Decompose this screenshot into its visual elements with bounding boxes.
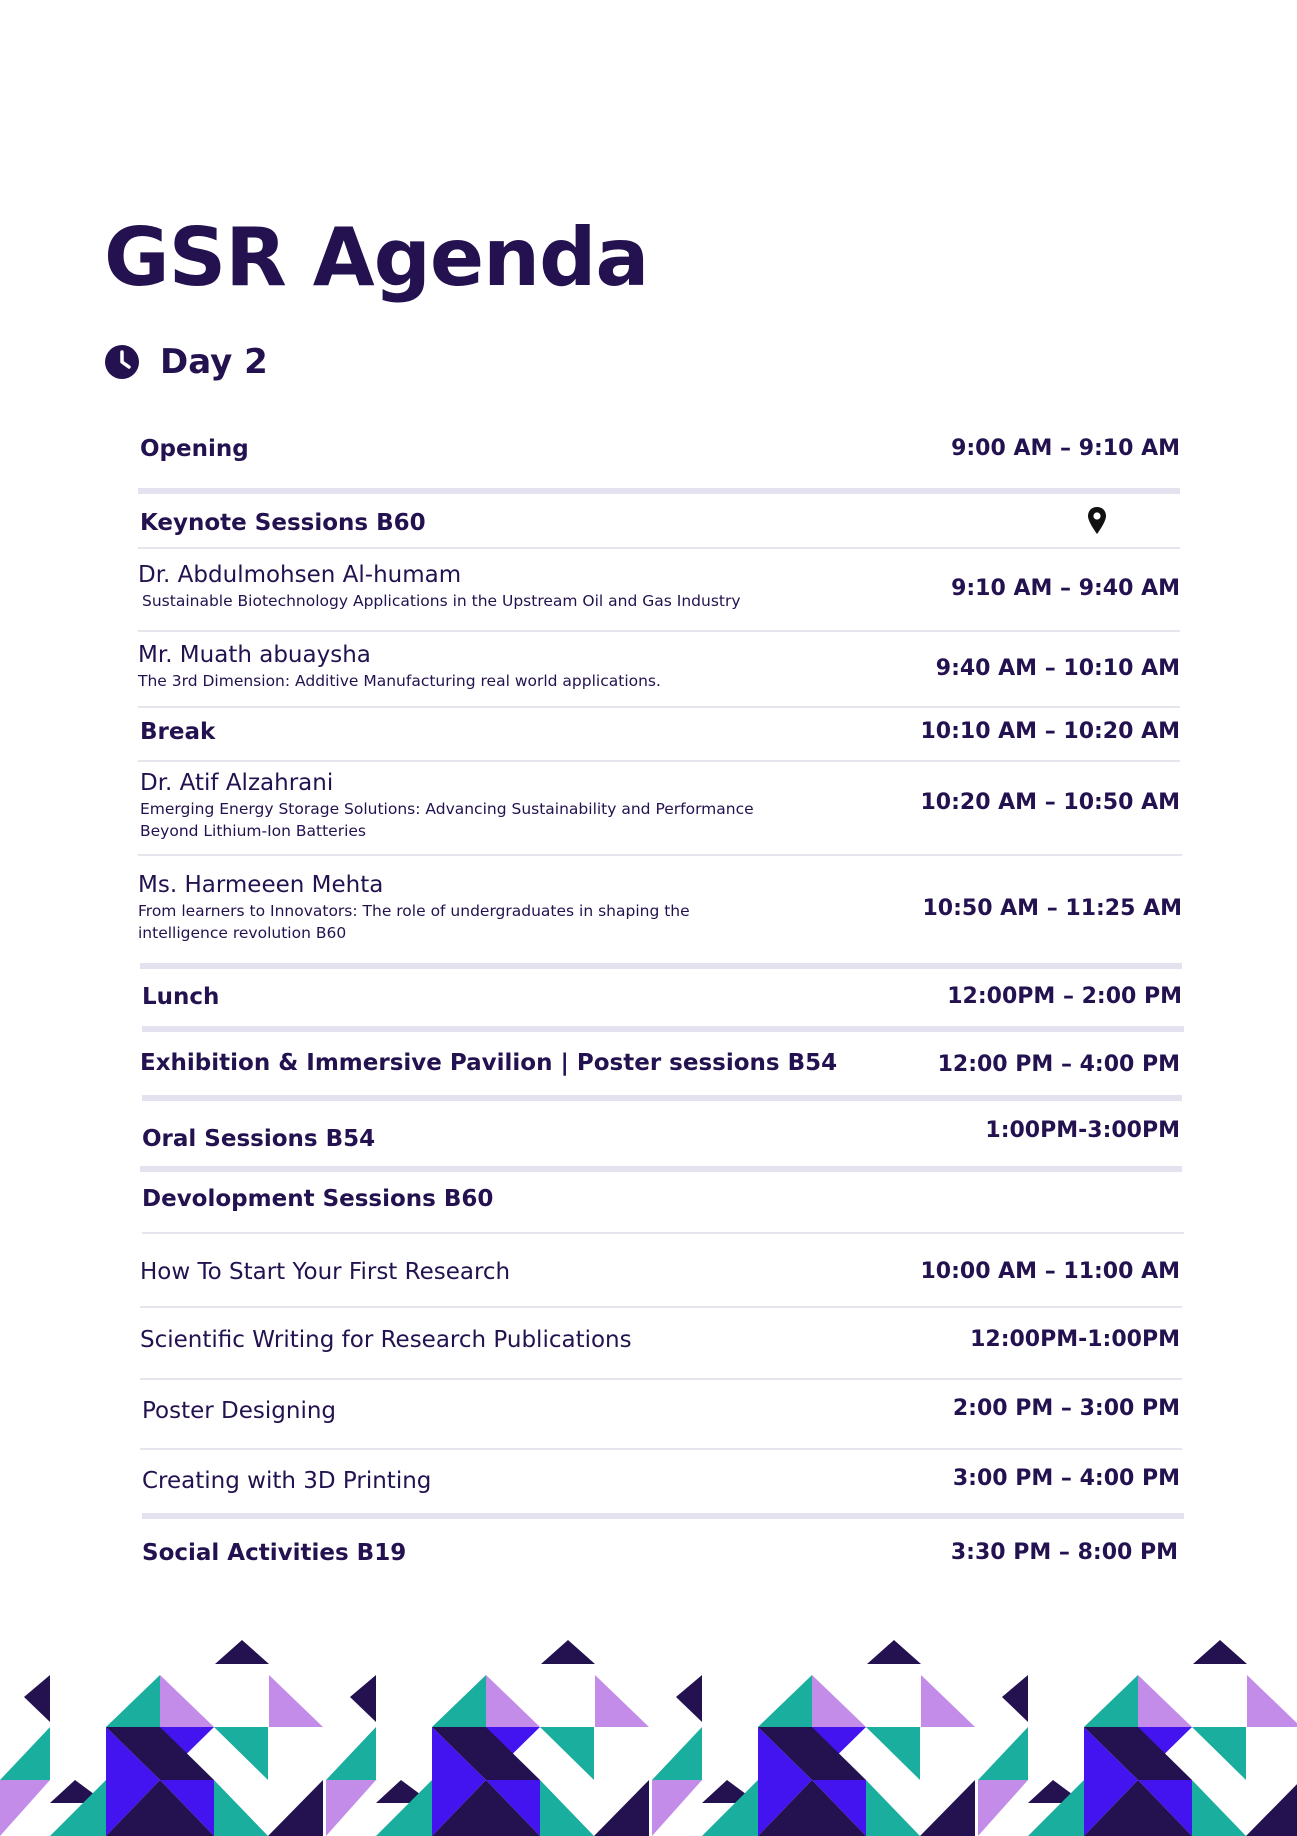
page-title: GSR Agenda (104, 211, 649, 304)
speaker-name: Dr. Atif Alzahrani (140, 770, 334, 796)
agenda-row-workshop (138, 1396, 1180, 1430)
agenda-row-talk (138, 768, 1180, 844)
session-label: Break (140, 719, 216, 745)
separator (142, 1026, 1184, 1032)
session-time: 12:00PM-1:00PM (970, 1327, 1180, 1352)
separator (138, 547, 1180, 549)
session-time: 3:30 PM – 8:00 PM (950, 1540, 1178, 1565)
session-time: 10:50 AM – 11:25 AM (922, 896, 1182, 921)
talk-topic: The 3rd Dimension: Additive Manufacturing real world applications. (138, 672, 661, 690)
speaker-name: Mr. Muath abuaysha (138, 642, 371, 668)
clock-icon (104, 344, 140, 380)
workshop-title: How To Start Your First Research (140, 1259, 511, 1285)
session-time: 10:20 AM – 10:50 AM (920, 790, 1180, 815)
session-time: 10:10 AM – 10:20 AM (920, 719, 1180, 744)
session-time: 3:00 PM – 4:00 PM (952, 1466, 1180, 1491)
session-time: 12:00 PM – 4:00 PM (937, 1052, 1180, 1077)
agenda-row-workshop (138, 1466, 1180, 1500)
agenda-row-workshop (138, 1259, 1180, 1289)
agenda-row-talk (138, 640, 1180, 700)
geometric-pattern-footer (0, 1640, 1297, 1836)
agenda-row-break (138, 719, 1180, 749)
separator (138, 760, 1180, 762)
separator (138, 706, 1180, 708)
session-time: 2:00 PM – 3:00 PM (952, 1396, 1180, 1421)
separator (140, 1448, 1182, 1450)
separator (142, 1232, 1184, 1234)
agenda-row-social (138, 1540, 1178, 1570)
separator (142, 1095, 1182, 1101)
speaker-name: Dr. Abdulmohsen Al-humam (138, 562, 462, 588)
session-label: Lunch (142, 984, 220, 1010)
speaker-name: Ms. Harmeeen Mehta (138, 872, 384, 898)
separator (140, 1306, 1182, 1308)
separator (140, 1378, 1182, 1380)
agenda-row-lunch (140, 984, 1182, 1014)
agenda-row-development-header (138, 1186, 1180, 1216)
session-time: 10:00 AM – 11:00 AM (920, 1259, 1180, 1284)
agenda-row-talk (138, 560, 1180, 620)
agenda-row-workshop (138, 1327, 1180, 1357)
session-label: Exhibition & Immersive Pavilion | Poster sessions B54 (140, 1050, 838, 1076)
workshop-title: Scientific Writing for Research Publications (140, 1327, 632, 1353)
agenda-row-opening (138, 436, 1180, 466)
session-label: Opening (140, 436, 249, 462)
session-time: 12:00PM – 2:00 PM (947, 984, 1182, 1009)
day-heading (104, 338, 268, 386)
session-label: Oral Sessions B54 (142, 1126, 376, 1152)
talk-topic: From learners to Innovators: The role of undergraduates in shaping the intelligence revolution B60 (138, 902, 690, 942)
workshop-title: Creating with 3D Printing (142, 1468, 432, 1494)
section-label: Devolopment Sessions B60 (142, 1186, 494, 1212)
talk-topic: Emerging Energy Storage Solutions: Advancing Sustainability and Performance Beyond Lithium-Ion Batteries (140, 800, 754, 840)
session-time: 9:00 AM – 9:10 AM (951, 436, 1180, 461)
session-time: 1:00PM-3:00PM (985, 1118, 1180, 1143)
separator (142, 1513, 1184, 1519)
workshop-title: Poster Designing (142, 1398, 337, 1424)
agenda-row-exhibition (138, 1050, 1180, 1080)
section-label: Keynote Sessions B60 (140, 510, 426, 536)
talk-topic: Sustainable Biotechnology Applications in the Upstream Oil and Gas Industry (142, 592, 741, 610)
session-time: 9:10 AM – 9:40 AM (951, 576, 1180, 601)
agenda-row-oral (138, 1118, 1180, 1152)
map-pin-icon (1087, 506, 1107, 536)
separator (138, 630, 1180, 632)
session-time: 9:40 AM – 10:10 AM (935, 656, 1180, 681)
day-label: Day 2 (160, 342, 268, 382)
separator (140, 1166, 1182, 1172)
session-label: Social Activities B19 (142, 1540, 407, 1566)
separator (140, 963, 1182, 969)
separator (138, 854, 1182, 856)
agenda-row-talk (138, 870, 1182, 946)
separator (138, 488, 1180, 494)
agenda-row-keynote-header (138, 510, 1180, 540)
